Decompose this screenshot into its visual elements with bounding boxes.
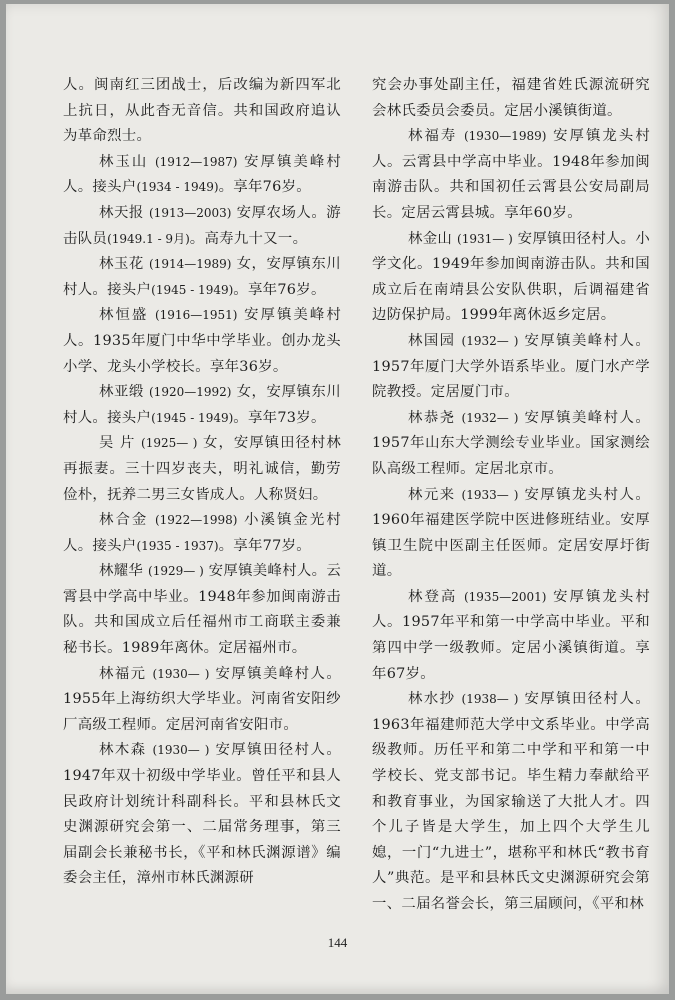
entry <box>372 585 650 687</box>
entry-text: 安厚镇美峰村人。1957年山东大学测绘专业毕业。国家测绘队高级工程师。定居北京市。 <box>372 409 651 477</box>
entry-text: 女，安厚镇东川村人。接头户 <box>63 256 341 298</box>
entry-text: 安厚镇美峰村人。1955年上海纺织大学毕业。河南省安阳纱厂高级工程师。定居河南省安阳市。 <box>63 665 342 733</box>
entry <box>63 508 341 559</box>
entry-text: 安厚农场人。游击队员 <box>63 204 341 247</box>
entry-years: (1925— ) <box>141 436 198 451</box>
entry-years-secondary: (1945 - 1949) <box>151 282 234 297</box>
entry-name: 林玉山 <box>99 153 149 170</box>
entry-text: 安厚镇美峰村人。接头户 <box>63 153 342 196</box>
entry-name: 林木森 <box>99 742 147 759</box>
entry-name: 林恭尧 <box>408 409 456 426</box>
entry-years: (1930— ) <box>152 666 210 681</box>
entry-name: 林合金 <box>99 512 149 529</box>
entry-text: 女，安厚镇东川村人。接头户 <box>63 384 341 426</box>
entry <box>63 662 341 739</box>
entry <box>63 150 341 201</box>
entry <box>372 687 650 917</box>
entry-years-secondary: (1949.1 - 9月) <box>107 231 190 246</box>
entry <box>63 303 341 380</box>
entry-years: (1929— ) <box>148 564 204 579</box>
entry-name: 林亚缎 <box>99 384 144 401</box>
entry-name: 吴 片 <box>99 435 136 452</box>
entry-name: 林玉花 <box>99 256 144 273</box>
entry-text-secondary: 。享年77岁。 <box>218 537 311 554</box>
entry-name: 林耀华 <box>99 563 144 580</box>
entry-text: 安厚镇龙头村人。云霄县中学高中毕业。1948年参加闽南游击队。共和国初任云霄县公安局副局长。定居云霄县城。享年60岁。 <box>372 128 651 221</box>
entry-years: (1935—2001) <box>463 589 547 604</box>
entry-years: (1933— ) <box>461 487 519 502</box>
page-number: 144 <box>327 935 348 950</box>
entry-text: 安厚镇龙头村人。1957年平和第一中学高中毕业。平和第四中学一级教师。定居小溪镇街道。享年67岁。 <box>372 588 651 682</box>
entry-years-secondary: (1934 - 1949) <box>136 180 219 195</box>
entry-text: 安厚镇龙头村人。1960年福建医学院中医进修班结业。安厚镇卫生院中医副主任医师。定居安厚圩街道。 <box>372 486 651 580</box>
entry <box>372 329 650 406</box>
entry-text: 究会办事处副主任，福建省姓氏源流研究会林氏委员会委员。定居小溪镇街道。 <box>372 77 650 119</box>
entry-years: (1931— ) <box>457 231 513 246</box>
entry <box>63 431 341 508</box>
entry-years: (1930—1989) <box>463 129 547 144</box>
entry-text: 安厚镇田径村人。1947年双十初级中学毕业。曾任平和县人民政府计划统计科副科长。平和县林氏文史渊源研究会第一、二届常务理事，第三届副会长兼秘书长，《平和林氏渊源谱》编委会主任，漳州市林氏渊源研 <box>63 742 342 887</box>
entry-text: 女，安厚镇田径村林再振妻。三十四岁丧夫，明礼诚信，勤劳俭朴，抚养二男三女皆成人。人称贤妇。 <box>63 435 342 503</box>
entry-continuation <box>372 73 650 124</box>
entry-name: 林福元 <box>99 665 147 682</box>
right-column <box>372 73 650 918</box>
entry-text: 安厚镇田径村人。1963年福建师范大学中文系毕业。中学高级教师。历任平和第二中学和平和第一中学校长、党支部书记。毕生精力奉献给平和教育事业，为国家输送了大批人才。四个儿子皆是大学生，加上四个大学生儿媳，一门“九进士”，堪称平和林氏“教书育人”典范。是平和县林氏文史渊源研究会第一、二届名誉会长，第三届顾问，《平和林 <box>372 691 651 912</box>
entry <box>372 124 650 226</box>
left-column <box>63 73 341 892</box>
entry <box>63 559 341 661</box>
entry-years: (1922—1998) <box>154 513 238 528</box>
entry-years: (1916—1951) <box>154 308 238 323</box>
entry-text-secondary: 。享年73岁。 <box>233 409 326 426</box>
entry-name: 林登高 <box>408 588 458 605</box>
entry <box>372 483 650 585</box>
entry-years: (1913—2003) <box>149 205 232 220</box>
entry-years: (1932— ) <box>461 333 519 348</box>
entry-years: (1930— ) <box>152 743 210 758</box>
entry-text: 安厚镇美峰村人。1935年厦门中华中学毕业。创办龙头小学、龙头小学校长。享年36岁。 <box>63 307 342 375</box>
entry-name: 林天报 <box>99 204 144 221</box>
entry <box>63 738 341 892</box>
entry-text: 安厚镇田径村人。小学文化。1949年参加闽南游击队。共和国成立后在南靖县公安队供职，后调福建省边防保护局。1999年离休返乡定居。 <box>372 230 651 324</box>
entry-name: 林元来 <box>408 486 456 503</box>
entry-text: 安厚镇美峰村人。云霄县中学高中毕业。1948年参加闽南游击队。共和国成立后任福州市工商联主委兼秘书长。1989年离休。定居福州市。 <box>63 563 342 657</box>
entry-name: 林金山 <box>408 230 453 247</box>
entry-name: 林福寿 <box>408 128 458 145</box>
entry-years: (1912—1987) <box>154 154 238 169</box>
entry-text-secondary: 。享年76岁。 <box>218 179 311 196</box>
entry-years: (1938— ) <box>461 692 519 707</box>
entry-years: (1914—1989) <box>149 257 232 272</box>
entry-text-secondary: 。高寿九十又一。 <box>189 230 308 247</box>
entry-text: 小溪镇金光村人。接头户 <box>63 512 342 554</box>
entry <box>372 406 650 483</box>
entry <box>372 227 650 329</box>
entry-years: (1932— ) <box>461 410 519 425</box>
entry-years: (1920—1992) <box>149 385 232 400</box>
entry-name: 林恒盛 <box>99 307 149 324</box>
entry <box>63 252 341 303</box>
entry-name: 林水抄 <box>408 691 456 708</box>
entry <box>63 201 341 252</box>
entry-text: 安厚镇美峰村人。1957年厦门大学外语系毕业。厦门水产学院教授。定居厦门市。 <box>372 332 651 401</box>
entry-continuation <box>63 73 341 150</box>
entry-years-secondary: (1935 - 1937) <box>136 538 219 553</box>
entry-text: 人。闽南红三团战士，后改编为新四军北上抗日，从此杳无音信。共和国政府追认为革命烈士。 <box>63 77 341 145</box>
entry <box>63 380 341 431</box>
entry-years-secondary: (1945 - 1949) <box>151 410 234 425</box>
entry-name: 林国园 <box>408 332 456 349</box>
entry-text-secondary: 。享年76岁。 <box>233 281 326 298</box>
